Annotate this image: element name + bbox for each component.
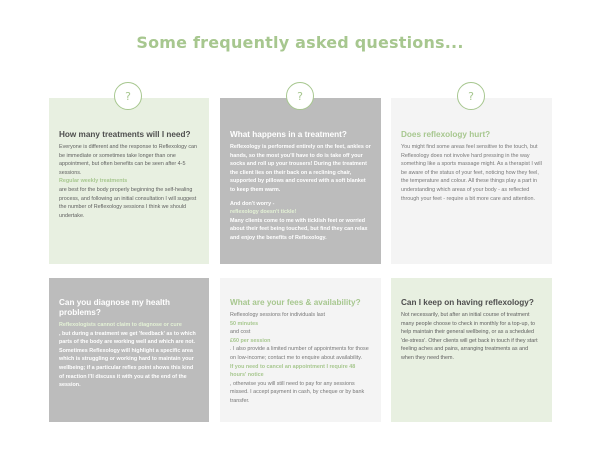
question-mark-icon bbox=[114, 82, 142, 110]
faq-text: , otherwise you will still need to pay for any sessions missed. I accept payment in cash, by cheque or by bank transfer. bbox=[230, 380, 365, 404]
svg-text:?: ? bbox=[297, 90, 303, 103]
question-mark-icon bbox=[457, 82, 485, 110]
faq-highlight: If you need to cancel an appointment I require 48 hours' notice bbox=[230, 363, 356, 379]
svg-text:?: ? bbox=[468, 90, 474, 103]
faq-highlight: £60 per session bbox=[230, 337, 271, 344]
faq-text: Reflexology sessions for individuals last bbox=[230, 312, 325, 318]
faq-title: What happens in a treatment? bbox=[230, 130, 347, 139]
faq-text: You might find some areas feel sensitive to the touch, but Reflexology does not involve hard pressing in the way something like a sports massage might. As a therapist I will be aware of the status of your feet, noticing how they feel, the temperature and colour. All these things play a part in understanding which areas of your body - as reflected through your feet - require a bit more care and attention. bbox=[401, 144, 542, 202]
faq-card-keep-having bbox=[391, 278, 552, 422]
faq-title: Does reflexology hurt? bbox=[401, 130, 491, 139]
faq-text: And don't worry - bbox=[230, 200, 275, 207]
faq-highlight: Reflexologists cannot claim to diagnose or cure bbox=[59, 322, 182, 328]
faq-text: Many clients come to me with ticklish feet or worried about their feet being touched, but find they can relax and enjoy the benefits of Reflexology. bbox=[230, 217, 368, 241]
faq-highlight: Regular weekly treatments bbox=[59, 178, 128, 185]
faq-text: , but during a treatment we get 'feedback' as to which parts of the body are working well and which are not. Sometimes Reflexology will highlight a specific area which is struggling or working hard to maintain your wellbeing; if a particular reflex point shows this kind of reaction I'll discuss it with you at the end of the session. bbox=[59, 330, 196, 389]
faq-title: Can you diagnose my health problems? bbox=[59, 298, 171, 317]
faq-title: What are your fees & availability? bbox=[230, 298, 361, 307]
page-title: Some frequently asked questions... bbox=[136, 33, 464, 52]
faq-title: How many treatments will I need? bbox=[59, 130, 191, 139]
faq-highlight: 50 minutes bbox=[230, 320, 259, 327]
faq-text: and cost bbox=[230, 329, 251, 336]
svg-text:?: ? bbox=[125, 90, 131, 103]
faq-text: are best for the body properly beginning the self-healing process, and following an initial consultation I will suggest the number of Reflexology sessions I think we should undertake. bbox=[59, 186, 197, 219]
faq-card-what-happens bbox=[220, 98, 381, 264]
faq-title: Can I keep on having reflexology? bbox=[401, 298, 534, 307]
faq-text: . I also provide a limited number of appointments for those on low-income; contact me to enquire about availability. bbox=[230, 346, 369, 361]
faq-card-diagnose bbox=[49, 278, 209, 422]
question-mark-icon bbox=[286, 82, 314, 110]
faq-card-fees bbox=[220, 278, 381, 422]
faq-card-treatments bbox=[49, 98, 209, 264]
faq-highlight: reflexology doesn't tickle! bbox=[230, 209, 297, 216]
faq-text: Everyone is different and the response to Reflexology can be immediate or sometimes take longer than one appointment, but often benefits can be seen after 4-5 sessions. bbox=[59, 144, 198, 176]
faq-text: Reflexology is performed entirely on the feet, ankles or hands, so the most you'll have to do is take off your socks and roll up your trousers! During the treatment the client lies on their back on a reclining chair, supported by pillows and covered with a soft blanket to keep them warm. bbox=[230, 144, 371, 193]
faq-card-hurt bbox=[391, 98, 552, 264]
faq-text: Not necessarily, but after an initial course of treatment many people choose to check in monthly for a top-up, to help maintain their general wellbeing, or as a scheduled 'de-stress'. Other clients will get back in touch if they start feeling aches and pains, arranging treatments as and when they need them. bbox=[401, 312, 538, 361]
